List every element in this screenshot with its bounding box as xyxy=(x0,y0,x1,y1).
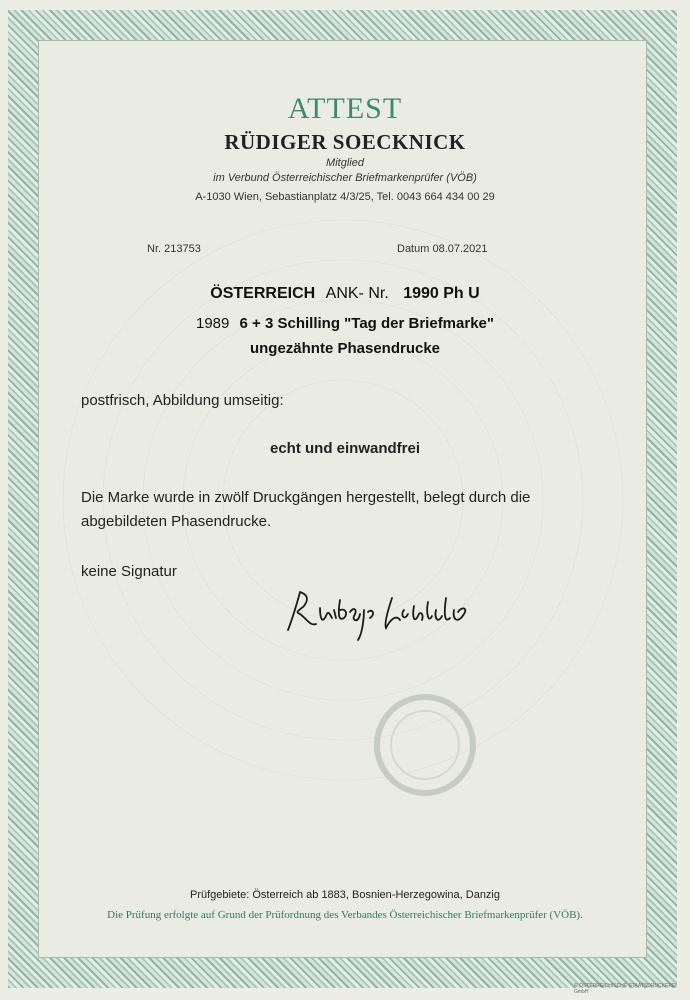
condition-text: postfrisch, Abbildung umseitig: xyxy=(81,392,284,409)
country: ÖSTERREICH xyxy=(210,285,316,302)
stamp-year: 1989 xyxy=(196,315,230,332)
member-label: Mitglied xyxy=(326,157,364,169)
note-line-1: Die Marke wurde in zwölf Druckgängen hergestellt, belegt durch die xyxy=(81,489,531,506)
stamp-variant: ungezähnte Phasendrucke xyxy=(249,340,441,357)
testing-areas: Prüfgebiete: Österreich ab 1883, Bosnien-Herzegowina, Danzig xyxy=(189,889,500,901)
stamp-heading xyxy=(0,285,690,303)
stamp-description xyxy=(0,315,690,332)
examiner-name: RÜDIGER SOECKNICK xyxy=(224,130,466,154)
certificate-number: Nr. 213753 xyxy=(147,243,201,255)
note-line-2: abgebildeten Phasendrucke. xyxy=(81,513,272,530)
handwritten-signature xyxy=(280,580,510,650)
address-line: A-1030 Wien, Sebastianplatz 4/3/25, Tel. 0043 664 434 00 29 xyxy=(195,191,495,203)
verdict-text: echt und einwandfrei xyxy=(269,440,420,457)
printer-mark: © ÖSTERREICHISCHE STAATSDRUCKEREI GmbH xyxy=(574,983,677,995)
testing-rules: Die Prüfung erfolgte auf Grund der Prüfordnung des Verbandes Österreichischer Briefmarkenprüfer (VÖB). xyxy=(107,909,583,921)
signature-note: keine Signatur xyxy=(81,563,177,580)
association-label: im Verbund Österreichischer Briefmarkenprüfer (VÖB) xyxy=(213,172,477,184)
document-title: ATTEST xyxy=(287,92,403,125)
stamp-value: 6 + 3 Schilling "Tag der Briefmarke" xyxy=(239,315,494,332)
ank-number: 1990 Ph U xyxy=(403,285,480,302)
embossed-seal xyxy=(370,690,480,800)
ank-label: ANK- Nr. xyxy=(325,285,389,302)
certificate-date: Datum 08.07.2021 xyxy=(397,243,488,255)
